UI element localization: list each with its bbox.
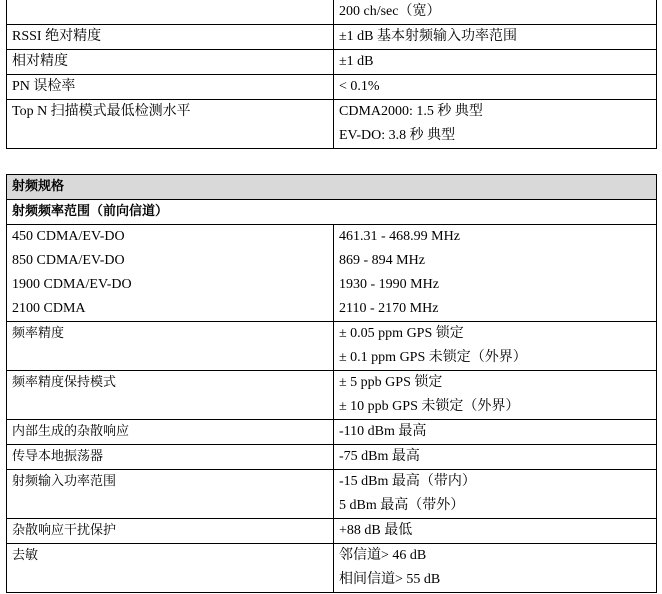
table-row (7, 100, 657, 149)
spec-value-line: 相间信道> 55 dB (339, 572, 441, 587)
spec-label-cell: 传导本地振荡器 (7, 445, 334, 470)
spec-value-line: ± 5 ppb GPS 锁定 (339, 375, 443, 390)
table-row (7, 0, 657, 25)
spec-label-cell: Top N 扫描模式最低检测水平 (7, 100, 334, 149)
spec-value-cell (334, 322, 657, 371)
table-row (7, 25, 657, 50)
spec-label-cell: RSSI 绝对精度 (7, 25, 334, 50)
spec-label-cell: 射频输入功率范围 (7, 470, 334, 519)
band-value: 869 - 894 MHz (339, 253, 425, 268)
spec-label-cell: 内部生成的杂散响应 (7, 420, 334, 445)
spec-label-cell (7, 0, 334, 25)
spec-value-line: CDMA2000: 1.5 秒 典型 (339, 104, 483, 119)
spec-value-line: -15 dBm 最高（带内） (339, 474, 476, 489)
spec-value-cell: < 0.1% (334, 75, 657, 100)
table-row (7, 445, 657, 470)
band-label: 2100 CDMA (12, 301, 86, 316)
subsection-header-row (7, 200, 657, 225)
spec-table-rf (6, 174, 657, 593)
spec-value-line: EV-DO: 3.8 秒 典型 (339, 128, 456, 143)
spec-value-line: ± 10 ppb GPS 未锁定（外界） (339, 399, 520, 414)
band-label: 1900 CDMA/EV-DO (12, 277, 132, 292)
spec-value-line: 5 dBm 最高（带外） (339, 498, 465, 513)
spec-value-cell: 200 ch/sec（宽） (334, 0, 657, 25)
band-value: 2110 - 2170 MHz (339, 301, 439, 316)
table-row (7, 470, 657, 519)
spec-label-cell: 杂散响应干扰保护 (7, 519, 334, 544)
spec-value-line: ± 0.05 ppm GPS 锁定 (339, 326, 464, 341)
spec-table-top (6, 0, 657, 149)
table-row (7, 420, 657, 445)
spec-value-line: ± 0.1 ppm GPS 未锁定（外界） (339, 350, 527, 365)
table-row (7, 75, 657, 100)
band-label: 450 CDMA/EV-DO (12, 229, 125, 244)
table-row (7, 544, 657, 593)
spec-label-cell: 频率精度保持模式 (7, 371, 334, 420)
spec-label-cell: 相对精度 (7, 50, 334, 75)
spec-value-cell (334, 100, 657, 149)
spec-value-cell: ±1 dB 基本射频输入功率范围 (334, 25, 657, 50)
spec-value-line: 邻信道> 46 dB (339, 548, 427, 563)
band-value: 461.31 - 468.99 MHz (339, 229, 460, 244)
table-row (7, 371, 657, 420)
spec-value-cell (334, 544, 657, 593)
spec-value-cell: ±1 dB (334, 50, 657, 75)
spec-value-cell: -75 dBm 最高 (334, 445, 657, 470)
spec-label-cell: 频率精度 (7, 322, 334, 371)
table-row (7, 519, 657, 544)
band-label: 850 CDMA/EV-DO (12, 253, 125, 268)
subsection-title: 射频频率范围（前向信道） (7, 200, 657, 225)
table-row (7, 322, 657, 371)
section-title: 射频规格 (7, 175, 657, 200)
band-value: 1930 - 1990 MHz (339, 277, 439, 292)
spec-label-cell: 去敏 (7, 544, 334, 593)
spec-value-cell: -110 dBm 最高 (334, 420, 657, 445)
spec-value-cell (334, 470, 657, 519)
table-row (7, 50, 657, 75)
spec-label-cell: PN 误检率 (7, 75, 334, 100)
spec-value-cell (334, 225, 657, 322)
section-header-row (7, 175, 657, 200)
table-row (7, 225, 657, 322)
spec-value-cell (334, 371, 657, 420)
spec-value-cell: +88 dB 最低 (334, 519, 657, 544)
spec-label-cell (7, 225, 334, 322)
